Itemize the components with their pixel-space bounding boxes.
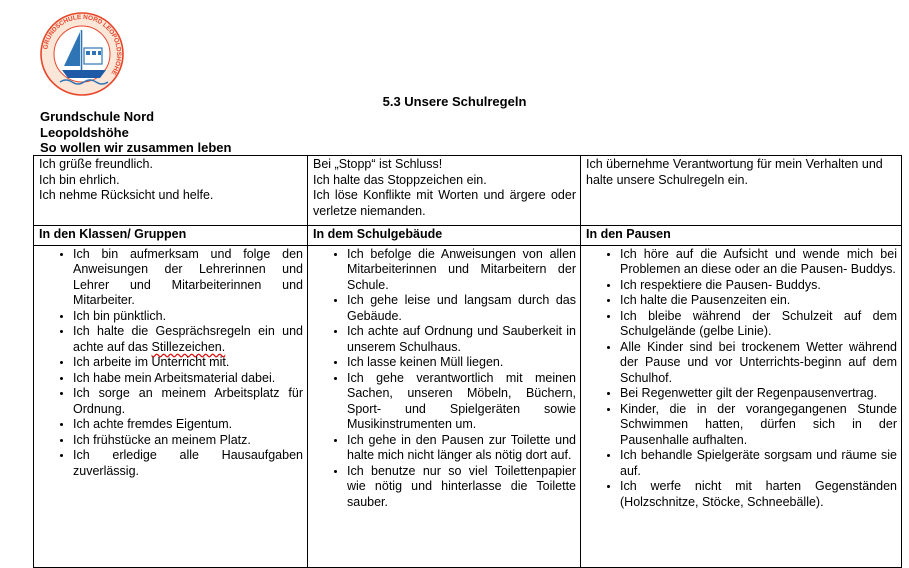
intro-line: Ich grüße freundlich. xyxy=(39,157,153,171)
building-rules-cell xyxy=(308,245,581,567)
document-title: 5.3 Unsere Schulregeln xyxy=(382,94,527,109)
spellcheck-word: Stillezeichen. xyxy=(151,339,226,354)
school-logo xyxy=(36,8,128,100)
school-place: Leopoldshöhe xyxy=(40,124,129,140)
rule-item: • Ich respektiere die Pausen- Buddys. xyxy=(620,278,897,294)
intro-line: Ich übernehme Verantwortung für mein Verhalten und halte unsere Schulregeln ein. xyxy=(586,157,883,187)
rule-item: • Ich arbeite im Unterricht mit. xyxy=(73,355,303,371)
rule-item: • Ich bin pünktlich. xyxy=(73,309,303,325)
rule-item: • Alle Kinder sind bei trockenem Wetter während der Pause und vor Unterrichts-beginn auf dem Schulhof. xyxy=(620,340,897,387)
school-heading xyxy=(40,109,231,156)
classes-rule-list xyxy=(39,247,303,480)
rule-item: • Ich lasse keinen Müll liegen. xyxy=(347,355,576,371)
intro-line: Ich nehme Rücksicht und helfe. xyxy=(39,188,214,202)
rule-item: • Ich höre auf die Aufsicht und wende mich bei Problemen an diese oder an die Pausen- Buddys. xyxy=(620,247,897,278)
rule-item: • Ich behandle Spielgeräte sorgsam und räume sie auf. xyxy=(620,448,897,479)
header-breaks: In den Pausen xyxy=(581,226,902,246)
intro-line: Ich löse Konflikte mit Worten und ärgere oder verletze niemanden. xyxy=(313,188,576,218)
rule-item: • Ich gehe leise und langsam durch das Gebäude. xyxy=(347,293,576,324)
breaks-rule-list xyxy=(586,247,897,511)
rule-item: • Ich halte die Pausenzeiten ein. xyxy=(620,293,897,309)
rule-item: • Ich gehe in den Pausen zur Toilette und halte mich nicht länger als nötig dort auf. xyxy=(347,433,576,464)
hull-icon xyxy=(62,70,106,78)
logo-ring-text: GRUNDSCHULE NORD LEOPOLDSHÖHE xyxy=(42,13,123,76)
rule-item: • Ich achte fremdes Eigentum. xyxy=(73,417,303,433)
rule-item: • Ich sorge an meinem Arbeitsplatz für Ordnung. xyxy=(73,386,303,417)
intro-cell-3 xyxy=(581,156,902,226)
classes-rules-cell xyxy=(34,245,308,567)
rule-item: • Kinder, die in der vorangegangenen Stunde Schwimmen hatten, dürfen sich in der Pausenhalle aufhalten. xyxy=(620,402,897,449)
rule-item xyxy=(73,324,303,355)
rule-item: • Ich befolge die Anweisungen von allen Mitarbeiterinnen und Mitarbeitern der Schule. xyxy=(347,247,576,294)
rule-item: • Ich gehe verantwortlich mit meinen Sachen, unseren Möbeln, Büchern, Sport- und Spielgeräten sowie Musikinstrumenten um. xyxy=(347,371,576,433)
intro-line: Ich bin ehrlich. xyxy=(39,172,120,187)
intro-row xyxy=(34,156,902,226)
rule-item: • Bei Regenwetter gilt der Regenpausenvertrag. xyxy=(620,386,897,402)
school-name: Grundschule Nord xyxy=(40,109,155,124)
rules-table xyxy=(33,155,902,568)
intro-cell-1 xyxy=(34,156,308,226)
intro-line: Bei „Stopp“ ist Schluss! xyxy=(313,157,443,171)
breaks-rules-cell xyxy=(581,245,902,567)
rule-item: • Ich erledige alle Hausaufgaben zuverlässig. xyxy=(73,448,303,479)
header-row xyxy=(34,226,902,246)
intro-line: Ich halte das Stoppzeichen ein. xyxy=(313,172,487,187)
intro-cell-2 xyxy=(308,156,581,226)
rule-item: • Ich werfe nicht mit harten Gegenständen (Holzschnitze, Stöcke, Schneebälle). xyxy=(620,479,897,510)
rule-item: • Ich bin aufmerksam und folge den Anweisungen der Lehrerinnen und Lehrer und Mitarbeiterinnen und Mitarbeiter. xyxy=(73,247,303,309)
rule-item: • Ich frühstücke an meinem Platz. xyxy=(73,433,303,449)
header-building: In dem Schulgebäude xyxy=(308,226,581,246)
rule-text: Ich halte die Gesprächsregeln ein und achte auf das xyxy=(73,324,303,354)
rule-item: • Ich benutze nur so viel Toilettenpapier wie nötig und hinterlasse die Toilette sauber. xyxy=(347,464,576,511)
rule-item: • Ich bleibe während der Schulzeit auf dem Schulgelände (gelbe Linie). xyxy=(620,309,897,340)
rule-item: • Ich habe mein Arbeitsmaterial dabei. xyxy=(73,371,303,387)
rule-item: • Ich achte auf Ordnung und Sauberkeit in unserem Schulhaus. xyxy=(347,324,576,355)
rules-row xyxy=(34,245,902,567)
document-subtitle: So wollen wir zusammen leben xyxy=(40,140,232,155)
building-rule-list xyxy=(313,247,576,511)
header-classes: In den Klassen/ Gruppen xyxy=(34,226,308,246)
